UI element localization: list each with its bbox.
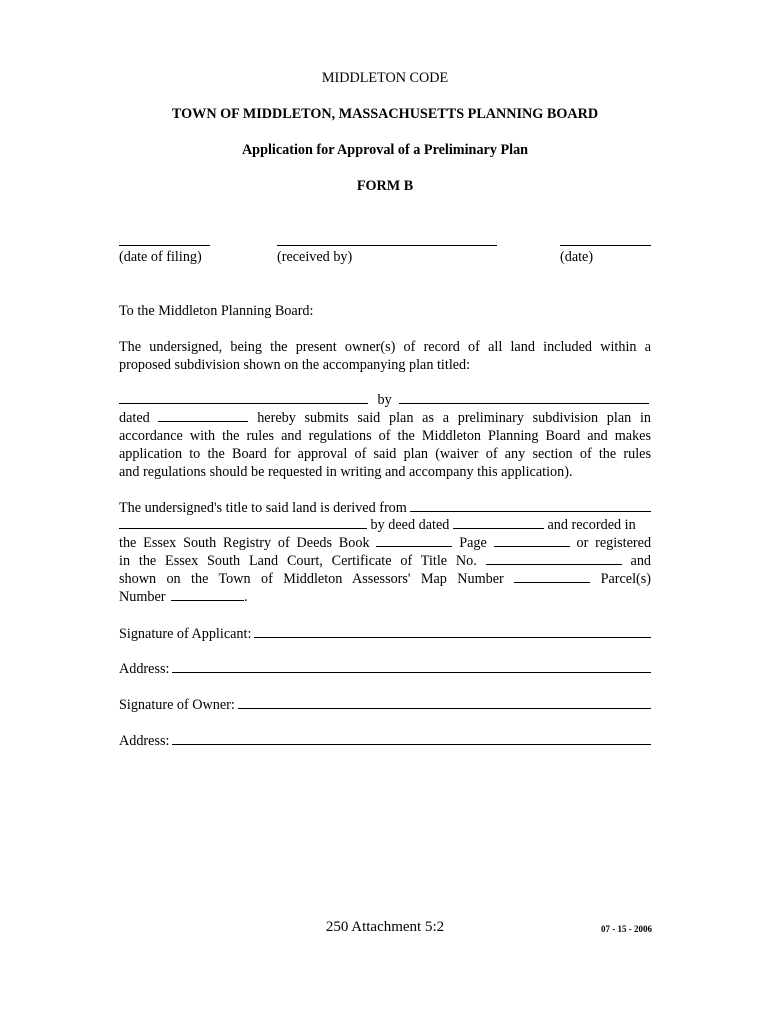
page-label: Page bbox=[459, 535, 487, 551]
assessors-map-label: shown on the Town of Middleton Assessors' Map Number bbox=[119, 571, 504, 587]
parcels-label: Parcel(s) bbox=[600, 571, 652, 587]
paragraph-1-line-2: proposed subdivision shown on the accompanying plan titled: bbox=[119, 357, 471, 373]
owner-signature-field[interactable] bbox=[238, 695, 651, 709]
paragraph-2-line-1-rest: hereby submits said plan as a preliminary subdivision plan in bbox=[257, 410, 651, 426]
plan-title-field[interactable] bbox=[119, 391, 368, 404]
paragraph-3-line-6 bbox=[119, 588, 651, 606]
land-court-label: in the Essex South Land Court, Certificate of Title No. bbox=[119, 553, 477, 569]
plan-by-field[interactable] bbox=[399, 391, 649, 404]
document-code: MIDDLETON CODE bbox=[321, 70, 449, 86]
owner-signature-label: Signature of Owner: bbox=[119, 697, 235, 713]
paragraph-3-line-1 bbox=[119, 498, 651, 517]
date-of-filing-label: (date of filing) bbox=[119, 249, 202, 265]
board-title: TOWN OF MIDDLETON, MASSACHUSETTS PLANNING BOARD bbox=[171, 106, 599, 122]
and-label: and bbox=[630, 553, 652, 569]
applicant-signature-label: Signature of Applicant: bbox=[119, 626, 252, 642]
owner-signature-row bbox=[119, 695, 651, 714]
application-title: Application for Approval of a Preliminary Plan bbox=[241, 142, 529, 158]
book-field[interactable] bbox=[376, 534, 452, 547]
salutation: To the Middleton Planning Board: bbox=[119, 303, 314, 319]
applicant-address-row bbox=[119, 659, 651, 678]
applicant-signature-row bbox=[119, 624, 651, 643]
paragraph-3-line-2 bbox=[119, 516, 651, 534]
deed-date-field[interactable] bbox=[453, 516, 544, 529]
title-derived-label: The undersigned's title to said land is derived from bbox=[119, 500, 407, 516]
form-title: FORM B bbox=[356, 178, 414, 194]
page-field[interactable] bbox=[494, 534, 570, 547]
owner-address-field[interactable] bbox=[172, 731, 651, 745]
title-derived-field[interactable] bbox=[410, 498, 651, 512]
certificate-field[interactable] bbox=[486, 552, 622, 565]
paragraph-3-line-5 bbox=[119, 570, 651, 588]
paragraph-2-line-4: and regulations should be requested in writing and accompany this application). bbox=[119, 464, 573, 480]
applicant-address-field[interactable] bbox=[172, 659, 651, 673]
paragraph-2-line-1 bbox=[119, 409, 651, 427]
paragraph-3-line-4 bbox=[119, 552, 651, 570]
paragraph-2-line-3: application to the Board for approval of said plan (waiver of any section of the rules bbox=[119, 446, 651, 462]
owner-address-row bbox=[119, 731, 651, 750]
date-of-filing-line[interactable] bbox=[119, 245, 210, 246]
paragraph-2-line-2: accordance with the rules and regulations of the Middleton Planning Board and makes bbox=[119, 428, 651, 444]
footer-date: 07 - 15 - 2006 bbox=[601, 924, 652, 934]
paragraph-1-line-1: The undersigned, being the present owner(s) of record of all land included within a bbox=[119, 339, 651, 355]
plan-dated-field[interactable] bbox=[158, 409, 248, 422]
plan-title-line bbox=[119, 391, 651, 409]
dated-label: dated bbox=[119, 410, 150, 426]
or-registered-label: or registered bbox=[576, 535, 652, 551]
registry-label: the Essex South Registry of Deeds Book bbox=[119, 535, 370, 551]
owner-address-label: Address: bbox=[119, 733, 170, 749]
applicant-signature-field[interactable] bbox=[254, 624, 651, 638]
parcel-number-field[interactable] bbox=[171, 588, 244, 601]
received-by-label: (received by) bbox=[277, 249, 353, 265]
recorded-in-label: and recorded in bbox=[547, 517, 636, 533]
date-label: (date) bbox=[560, 249, 594, 265]
applicant-address-label: Address: bbox=[119, 661, 170, 677]
map-number-field[interactable] bbox=[514, 570, 590, 583]
number-label: Number bbox=[119, 589, 166, 605]
by-deed-dated-label: by deed dated bbox=[370, 517, 450, 533]
attachment-footer: 250 Attachment 5:2 bbox=[325, 919, 445, 935]
received-by-line[interactable] bbox=[277, 245, 497, 246]
period: . bbox=[244, 589, 248, 605]
by-label: by bbox=[377, 392, 392, 408]
date-line[interactable] bbox=[560, 245, 651, 246]
paragraph-3-line-3 bbox=[119, 534, 651, 552]
grantor-field[interactable] bbox=[119, 516, 367, 529]
